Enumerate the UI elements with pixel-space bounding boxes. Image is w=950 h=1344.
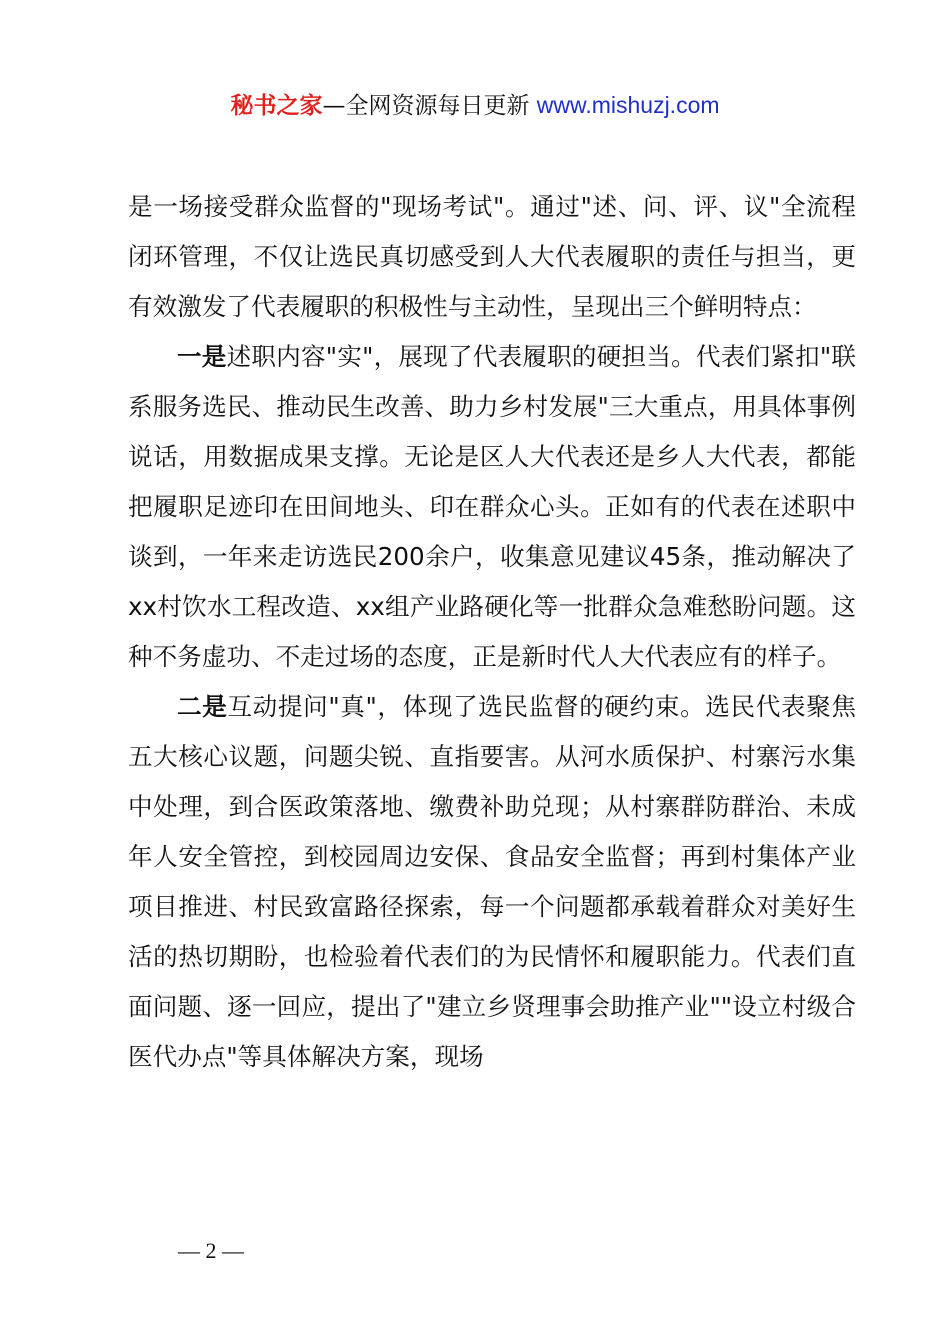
site-header: [0, 88, 950, 123]
page-number: — 2 —: [178, 1238, 244, 1263]
paragraph-point-one: [128, 332, 856, 682]
paragraph-intro: [128, 182, 856, 332]
brand-name: 秘书之家: [230, 93, 323, 119]
document-body: [128, 182, 856, 1082]
paragraph-text: 述职内容"实"，展现了代表履职的硬担当。代表们紧扣"联系服务选民、推动民生改善、助力乡村发展"三大重点，用具体事例说话，用数据成果支撑。无论是区人大代表还是乡人大代表，都能把履职足迹印在田间地头、印在群众心头。正如有的代表在述职中谈到，一年来走访选民200余户，收集意见建议45条，推动解决了xx村饮水工程改造、xx组产业路硬化等一批群众急难愁盼问题。这种不务虚功、不走过场的态度，正是新时代人大代表应有的样子。: [128, 342, 856, 671]
header-tagline: —全网资源每日更新: [322, 93, 537, 119]
paragraph-point-two: [128, 682, 856, 1082]
paragraph-lead: 一是: [177, 342, 227, 371]
paragraph-lead: 二是: [177, 692, 228, 721]
paragraph-text: 互动提问"真"，体现了选民监督的硬约束。选民代表聚焦五大核心议题，问题尖锐、直指要害。从河水质保护、村寨污水集中处理，到合医政策落地、缴费补助兑现；从村寨群防群治、未成年人安全管控，到校园周边安保、食品安全监督；再到村集体产业项目推进、村民致富路径探索，每一个问题都承载着群众对美好生活的热切期盼，也检验着代表们的为民情怀和履职能力。代表们直面问题、逐一回应，提出了"建立乡贤理事会助推产业""设立村级合医代办点"等具体解决方案，现场: [128, 692, 856, 1071]
paragraph-text: 是一场接受群众监督的"现场考试"。通过"述、问、评、议"全流程闭环管理，不仅让选民真切感受到人大代表履职的责任与担当，更有效激发了代表履职的积极性与主动性，呈现出三个鲜明特点：: [128, 192, 856, 321]
website-url[interactable]: www.mishuzj.com: [536, 92, 720, 118]
